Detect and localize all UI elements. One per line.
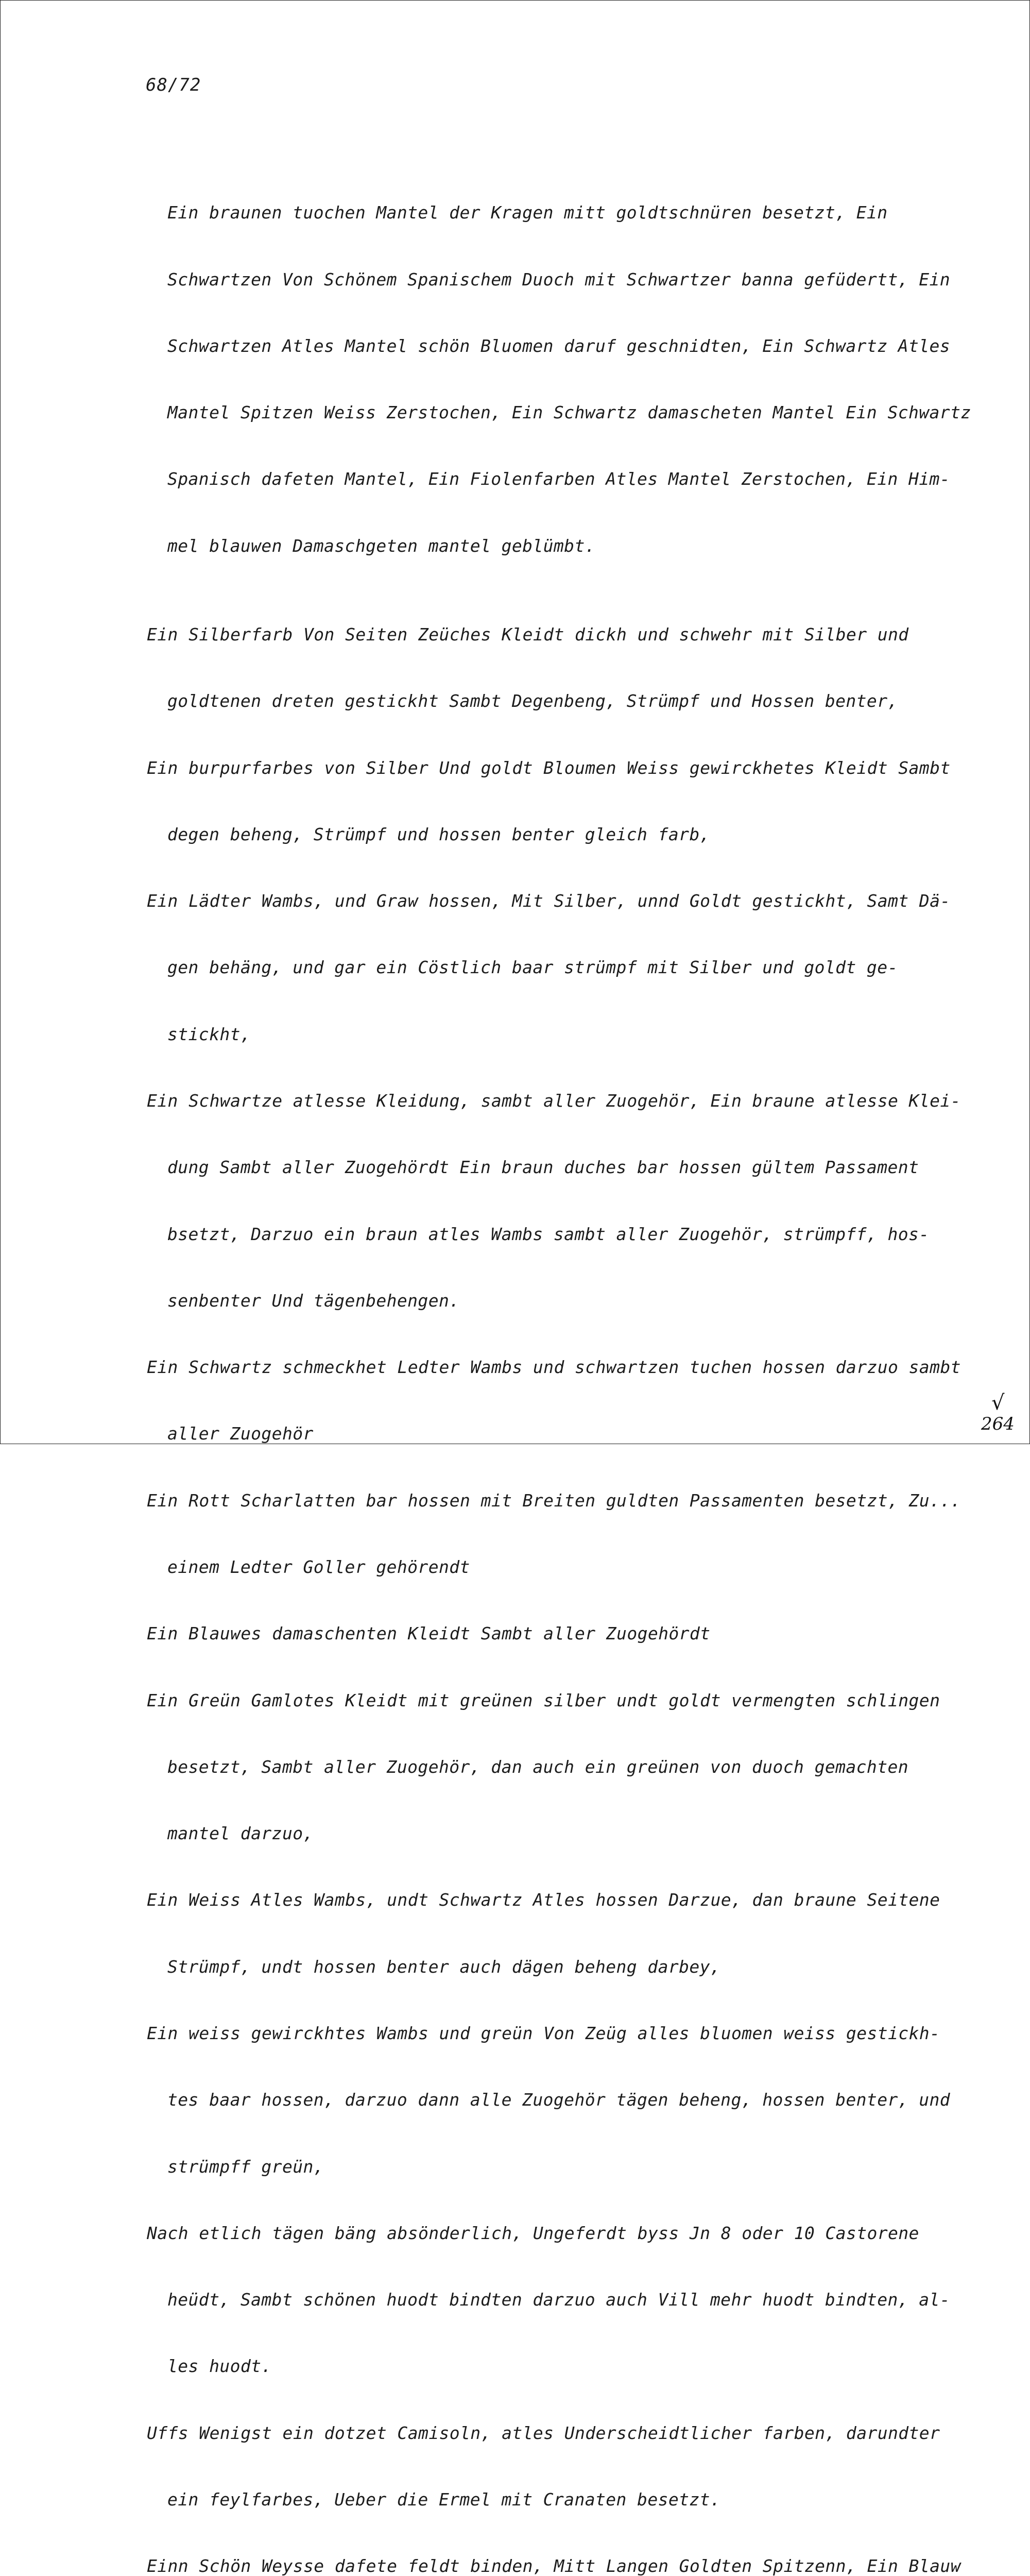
text-line: Ein Schwartze atlesse Kleidung, sambt aller Zuogehör, Ein braune atlesse Klei- xyxy=(147,1091,961,1111)
text-line: Uffs Wenigst ein dotzet Camisoln, atles Underscheidtlicher farben, darundter xyxy=(147,2422,940,2443)
handwritten-marginal-note xyxy=(976,1391,1017,1437)
text-line: stickht, xyxy=(167,1024,251,1044)
text-line: Ein Silberfarb Von Seiten Zeüches Kleidt dickh und schwehr mit Silber und xyxy=(147,624,909,645)
text-line: Einn Schön Weysse dafete feldt binden, Mitt Langen Goldten Spitzenn, Ein Blauw xyxy=(147,2556,961,2576)
text-line: Schwartzen Atles Mantel schön Bluomen daruf geschnidten, Ein Schwartz Atles xyxy=(167,335,951,356)
folio-number: 264 xyxy=(981,1414,1015,1434)
text-line: tes baar hossen, darzuo dann alle Zuogehör tägen beheng, hossen benter, und xyxy=(167,2090,951,2110)
text-line: Ein Blauwes damaschenten Kleidt Sambt aller Zuogehördt xyxy=(147,1623,711,1644)
text-line: Strümpf, undt hossen benter auch dägen beheng darbey, xyxy=(167,1956,721,1977)
text-line: Ein burpurfarbes von Silber Und goldt Bloumen Weiss gewirckhetes Kleidt Sambt xyxy=(147,757,951,778)
text-line: Spanisch dafeten Mantel, Ein Fiolenfarben Atles Mantel Zerstochen, Ein Him- xyxy=(167,469,951,489)
text-line: senbenter Und tägenbehengen. xyxy=(167,1290,460,1311)
text-line: Ein Lädter Wambs, und Graw hossen, Mit Silber, unnd Goldt gestickht, Samt Dä- xyxy=(147,891,951,911)
text-line: dung Sambt aller Zuogehördt Ein braun duches bar hossen gültem Passament xyxy=(167,1157,919,1178)
text-line: aller Zuogehör xyxy=(167,1423,314,1444)
text-line: strümpff greün, xyxy=(167,2156,324,2177)
text-line: besetzt, Sambt aller Zuogehör, dan auch ein greünen von duoch gemachten xyxy=(167,1756,909,1777)
text-line: mantel darzuo, xyxy=(167,1823,314,1844)
text-line: gen behäng, und gar ein Cöstlich baar strümpf mit Silber und goldt ge- xyxy=(167,957,898,978)
text-line: Nach etlich tägen bäng absönderlich, Ungeferdt byss Jn 8 oder 10 Castorene xyxy=(147,2223,919,2243)
text-line: Schwartzen Von Schönem Spanischem Duoch mit Schwartzer banna gefüdertt, Ein xyxy=(167,269,951,290)
check-mark: √ xyxy=(991,1391,1005,1415)
text-line: les huodt. xyxy=(167,2356,272,2377)
text-line: Ein braunen tuochen Mantel der Kragen mitt goldtschnüren besetzt, Ein xyxy=(167,202,888,223)
text-line: mel blauwen Damaschgeten mantel geblümbt. xyxy=(167,535,595,556)
text-line: Ein weiss gewirckhtes Wambs und greün Von Zeüg alles bluomen weiss gestickh- xyxy=(147,2023,940,2043)
text-line: Ein Schwartz schmeckhet Ledter Wambs und schwartzen tuchen hossen darzuo sambt xyxy=(147,1357,961,1378)
text-line: Ein Weiss Atles Wambs, undt Schwartz Atles hossen Darzue, dan braune Seitene xyxy=(147,1890,940,1910)
text-line: heüdt, Sambt schönen huodt bindten darzuo auch Vill mehr huodt bindten, al- xyxy=(167,2290,951,2310)
text-line: bsetzt, Darzuo ein braun atles Wambs sambt aller Zuogehör, strümpff, hos- xyxy=(167,1224,930,1244)
text-line: ein feylfarbes, Ueber die Ermel mit Cranaten besetzt. xyxy=(167,2489,721,2510)
text-line: Ein Greün Gamlotes Kleidt mit greünen silber undt goldt vermengten schlingen xyxy=(147,1690,940,1710)
text-line: Mantel Spitzen Weiss Zerstochen, Ein Schwartz damascheten Mantel Ein Schwartz xyxy=(167,402,971,423)
text-line: degen beheng, Strümpf und hossen benter gleich farb, xyxy=(167,824,710,844)
document-body xyxy=(147,135,971,2576)
text-line: einem Ledter Goller gehörendt xyxy=(167,1557,470,1577)
text-line: goldtenen dreten gestickht Sambt Degenbeng, Strümpf und Hossen benter, xyxy=(167,691,898,711)
page-number: 68/72 xyxy=(146,75,201,95)
text-line: Ein Rott Scharlatten bar hossen mit Breiten guldten Passamenten besetzt, Zu... xyxy=(147,1490,961,1511)
